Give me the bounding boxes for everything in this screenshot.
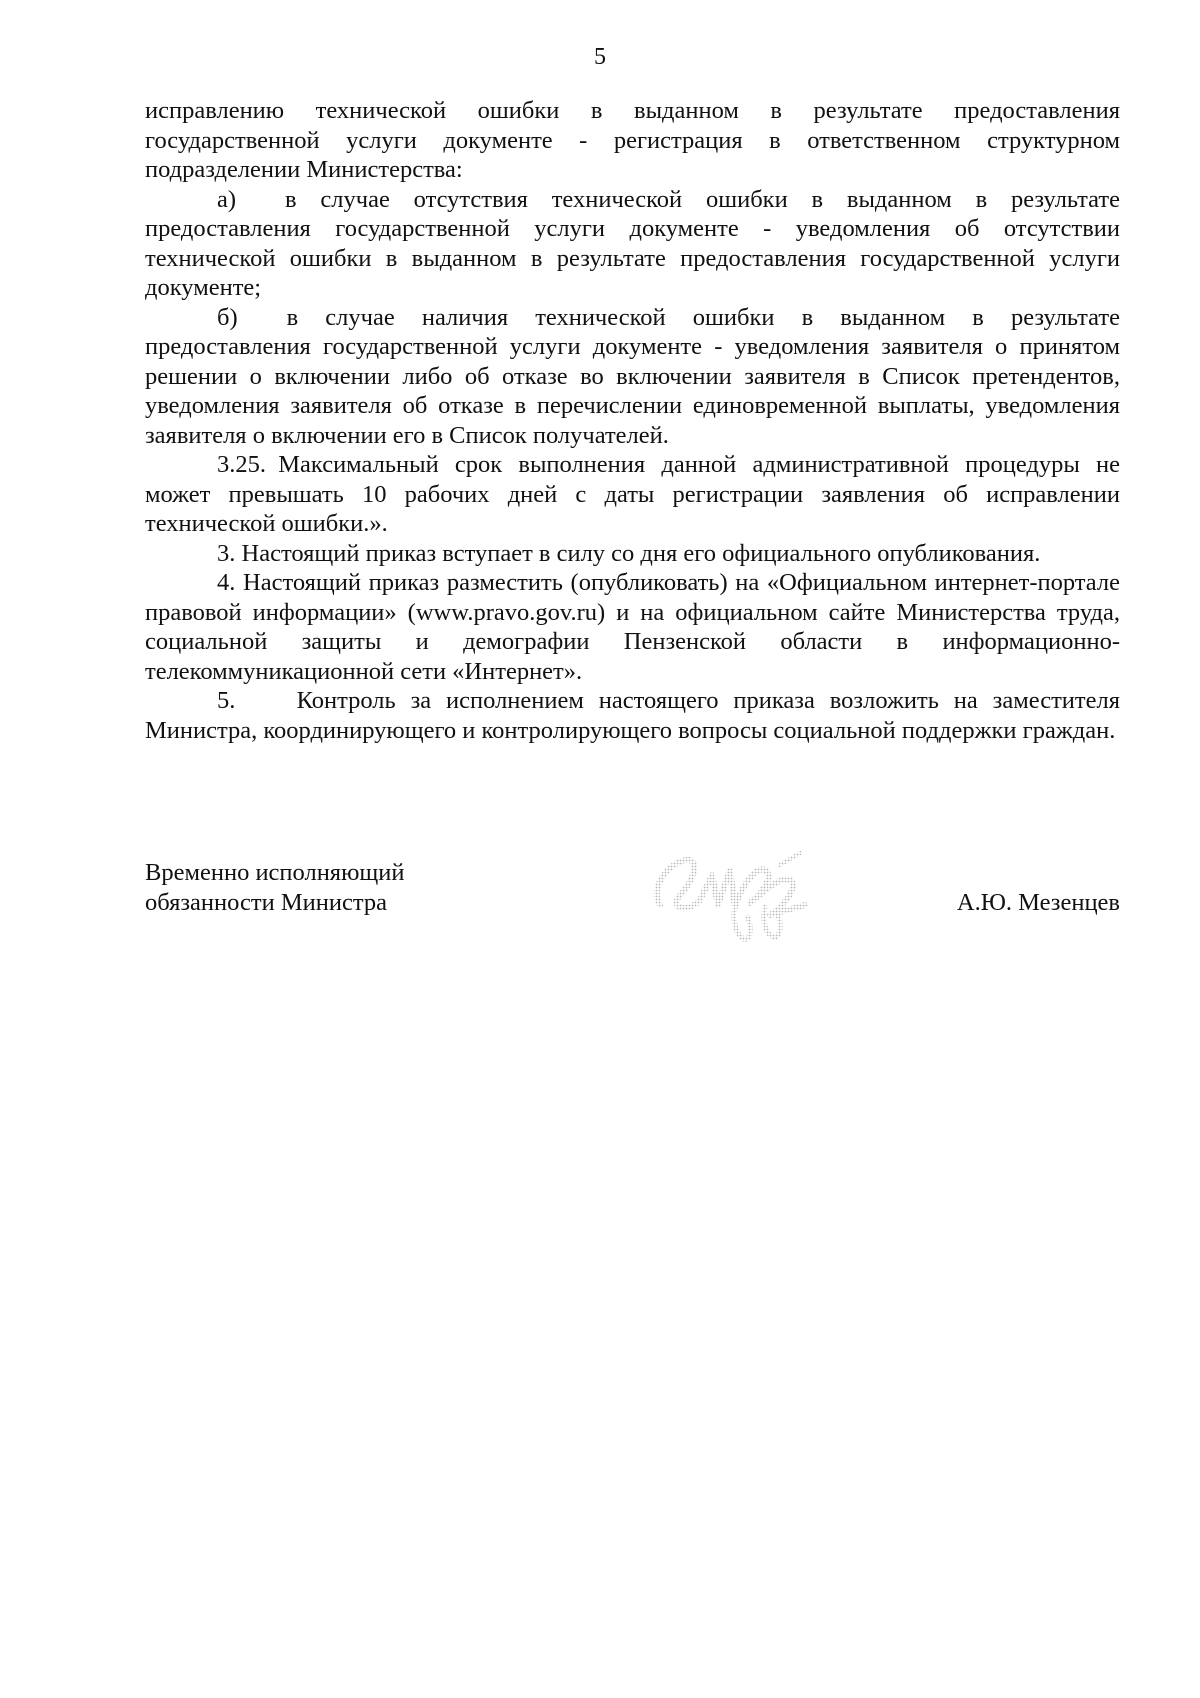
handwritten-signature — [640, 835, 820, 950]
signatory-title-line2: обязанности Министра — [145, 889, 387, 916]
document-body — [145, 96, 1120, 745]
paragraph-item-3: 3. Настоящий приказ вступает в силу со дня его официального опубликования. — [217, 539, 1041, 567]
page-number: 5 — [594, 44, 606, 70]
paragraph-subitem-a: а) в случае отсутствия технической ошибки в выданном в результате предоставления государственной услуги документе - уведомления об отсутствии технической ошибки в выданном в результате предоставления государственной услуги документе; — [145, 185, 1120, 301]
paragraph-item-4: 4. Настоящий приказ разместить (опубликовать) на «Официальном интернет-портале правовой информации» (www.pravo.gov.ru) и на официальном сайте Министерства труда, социальной защиты и демографии Пензенской области в информационно-телекоммуникационной сети «Интернет». — [145, 569, 1120, 685]
signatory-title-line1: Временно исполняющий — [145, 859, 405, 886]
paragraph-item-5: 5. Контроль за исполнением настоящего приказа возложить на заместителя Министра, координирующего и контролирующего вопросы социальной поддержки граждан. — [145, 687, 1120, 744]
paragraph-3-25: 3.25. Максимальный срок выполнения данной административной процедуры не может превышать 10 рабочих дней с даты регистрации заявления об исправлении технической ошибки.». — [145, 451, 1120, 537]
paragraph-continuation: исправлению технической ошибки в выданном в результате предоставления государственной услуги документе - регистрация в ответственном структурном подразделении Министерства: — [145, 97, 1120, 183]
signatory-name: А.Ю. Мезенцев — [956, 889, 1120, 916]
signatory-title — [145, 858, 404, 918]
paragraph-subitem-b: б) в случае наличия технической ошибки в выданном в результате предоставления государственной услуги документе - уведомления заявителя о принятом решении о включении либо об отказе во включении заявителя в Список претендентов, уведомления заявителя об отказе в перечислении единовременной выплаты, уведомления заявителя о включении его в Список получателей. — [145, 303, 1120, 449]
